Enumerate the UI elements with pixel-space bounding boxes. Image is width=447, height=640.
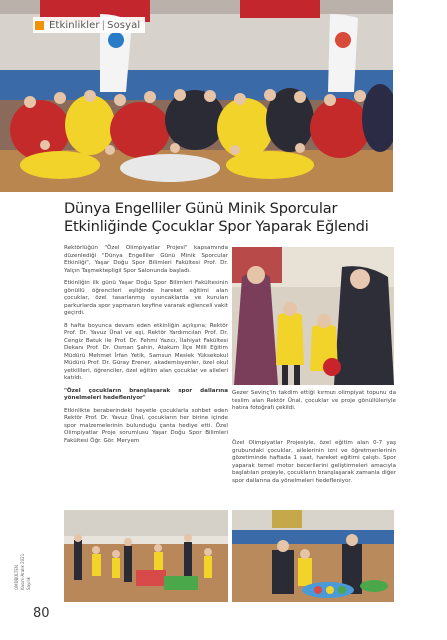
paragraph: Etkinliğin ilk günü Yaşar Doğu Spor Bilimleri Fakültesinin gönüllü öğrencileri eşliğinde hareket eğitimi alan çocuklar, özel tasarlanmış oyuncaklarda ve kurulan parkurlarda spor yapmanın keyfine vararak eğlenceli vakit geçirdi. <box>64 280 228 316</box>
section-subcategory: Sosyal <box>107 19 141 31</box>
caption-text: Gezer Sevinç'in takdim ettiği kırmızı olimpiyat topunu da teslim alan Rektör Ünal, çocuklar ve proje gönüllüleriyle hatıra fotoğrafı çekildi. <box>232 390 396 411</box>
photo-caption <box>232 390 396 418</box>
paragraph: Özel Olimpiyatlar Projesiyle, özel eğitim alan 0-7 yaş grubundaki çocuklar, ailelerinin izni ve öğretmenlerinin gözetiminde haftada 1 saat, hareket eğitimi çalıştı. Spor yaparak temel motor becerilerini geliştirmeleri amacıyla başlatılan projeyle, çocukların branşlaşarak zamanla diğer spor dallarına da yönelmeleri hedefleniyor. <box>232 440 396 484</box>
section-marker-icon <box>35 21 44 30</box>
side-note <box>14 540 44 590</box>
section-category: Etkinlikler <box>49 19 100 31</box>
section-separator: | <box>101 19 106 31</box>
left-column <box>64 245 228 450</box>
side-note-line: Sayılık <box>26 576 31 590</box>
rector-children-photo <box>232 247 394 385</box>
paragraph: Etkinlikte beraberindeki heyetle çocuklarla sohbet eden Rektör Prof. Dr. Yavuz Ünal, çocukların her birine içinde spor malzemelerinin bulunduğu çanta hediye etti. Özel Olimpiyatlar Proje sorumlusu Yaşar Doğu Spor Bilimleri Fakültesi Öğr. Gör. Meryem <box>64 407 228 444</box>
section-tag <box>33 17 145 33</box>
headline: Dünya Engelliler Günü Minik Sporcular Etkinliğinde Çocuklar Spor Yaparak Eğlendi <box>64 200 369 235</box>
play-equipment-photo <box>232 510 394 602</box>
side-note-line: Kasım-Aralık 2021 <box>20 553 25 590</box>
gym-activity-photo <box>64 510 228 602</box>
right-column <box>232 440 396 490</box>
side-note-line: OMÜBÜLTEN <box>14 565 19 590</box>
paragraph: 8 hafta boyunca devam eden etkinliğin açılışına; Rektör Prof. Dr. Yavuz Ünal ve eşi, Rektör Yardımcıları Prof. Dr. Cengiz Batuk ile Prof. Dr. Fehmi Yazıcı, İlahiyat Fakültesi Dekanı Prof. Dr. Osman Şahin, Atakum İlçe Milli Eğitim Müdürü Mehmet İrfan Yetik, Samsun Meslek Yüksekokul Müdürü Prof. Dr. Güray Erener, akademisyenler, özel okul yetkilileri, öğrenciler, özel eğitim alan çocuklar ve aileleri katıldı. <box>64 322 228 381</box>
subheading: "Özel çocukların branşlaşarak spor dallarına yönelmeleri hedefleniyor" <box>64 387 228 401</box>
paragraph: Rektörlüğün "Özel Olimpiyatlar Projesi" kapsamında düzenlediği "Dünya Engelliler Günü Minik Sporcular Etkinliği", Yaşar Doğu Spor Bilimleri Fakültesi Prof. Dr. Yalçın Taşmektepligil Spor Salonunda başladı. <box>64 245 228 274</box>
page-number: 80 <box>33 606 50 621</box>
